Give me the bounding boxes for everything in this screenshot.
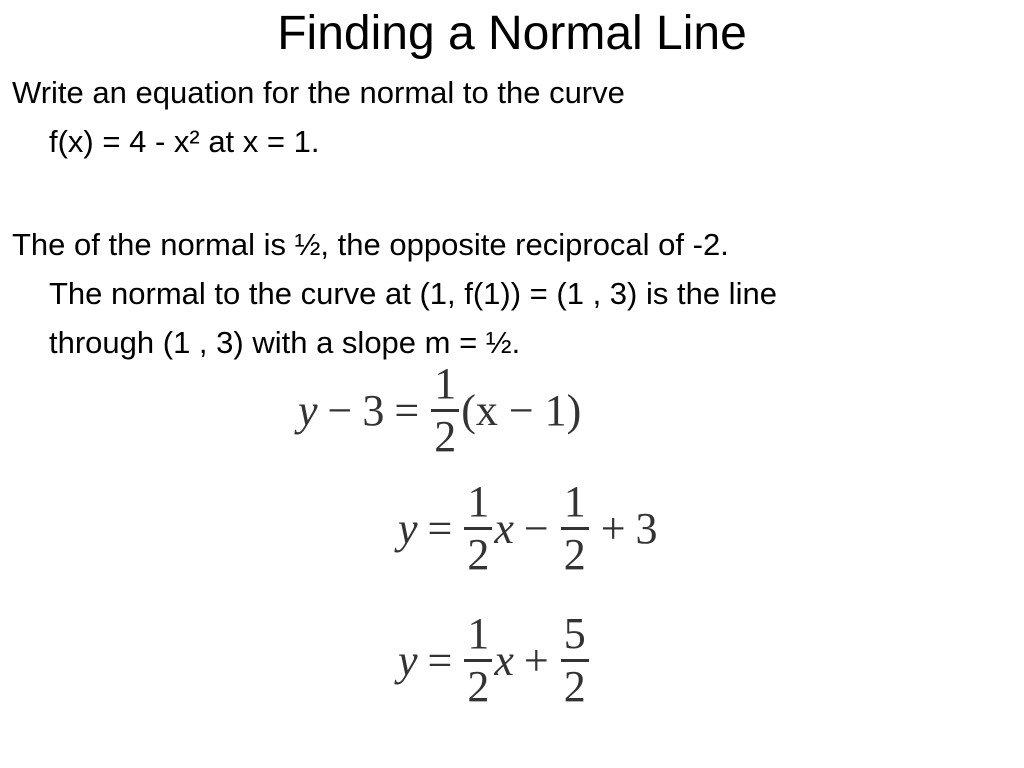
eq3-frac2-denominator: 2 <box>561 659 589 709</box>
equation-expanded <box>398 477 658 579</box>
eq3-plus: + <box>523 636 549 685</box>
eq3-equals: = <box>427 636 453 685</box>
eq2-frac1-denominator: 2 <box>464 527 492 577</box>
eq2-frac1-numerator: 1 <box>467 477 490 526</box>
equation-point-slope <box>298 359 582 461</box>
eq1-fraction <box>431 359 459 461</box>
eq2-fraction-2 <box>561 477 589 579</box>
eq2-lhs-var: y <box>398 504 418 553</box>
eq1-frac-denominator: 2 <box>431 409 459 459</box>
eq2-minus: − <box>523 504 549 553</box>
explanation-line-1: The of the normal is ½, the opposite reciprocal of -2. <box>12 227 729 262</box>
eq2-frac2-numerator: 1 <box>563 477 586 526</box>
explanation-line-2: The normal to the curve at (1, f(1)) = (1 , 3) is the line <box>49 276 777 311</box>
eq3-frac2-numerator: 5 <box>563 609 586 658</box>
problem-line-2: f(x) = 4 - x² at x = 1. <box>49 124 320 159</box>
eq3-frac1-numerator: 1 <box>467 609 490 658</box>
eq3-var: x <box>494 636 514 685</box>
eq2-frac2-denominator: 2 <box>561 527 589 577</box>
problem-statement <box>12 68 1012 166</box>
equation-slope-intercept <box>398 609 591 711</box>
slide-title: Finding a Normal Line <box>277 7 747 60</box>
eq3-frac1-denominator: 2 <box>464 659 492 709</box>
eq1-minus: − <box>327 386 353 435</box>
eq3-lhs-var: y <box>398 636 418 685</box>
eq1-lhs-const: 3 <box>362 386 385 435</box>
eq3-fraction-1 <box>464 609 492 711</box>
eq2-equals: = <box>427 504 453 553</box>
problem-line-1: Write an equation for the normal to the curve <box>12 75 625 110</box>
eq2-const: 3 <box>635 504 658 553</box>
eq1-equals: = <box>394 386 420 435</box>
eq2-fraction-1 <box>464 477 492 579</box>
eq3-fraction-2 <box>561 609 589 711</box>
eq1-rhs-rest: (x − 1) <box>461 386 582 435</box>
eq2-plus: + <box>600 504 626 553</box>
explanation-line-3: through (1 , 3) with a slope m = ½. <box>49 325 521 360</box>
explanation <box>12 220 1012 367</box>
eq1-lhs-var: y <box>298 386 318 435</box>
eq1-frac-numerator: 1 <box>434 359 457 408</box>
eq2-var: x <box>494 504 514 553</box>
